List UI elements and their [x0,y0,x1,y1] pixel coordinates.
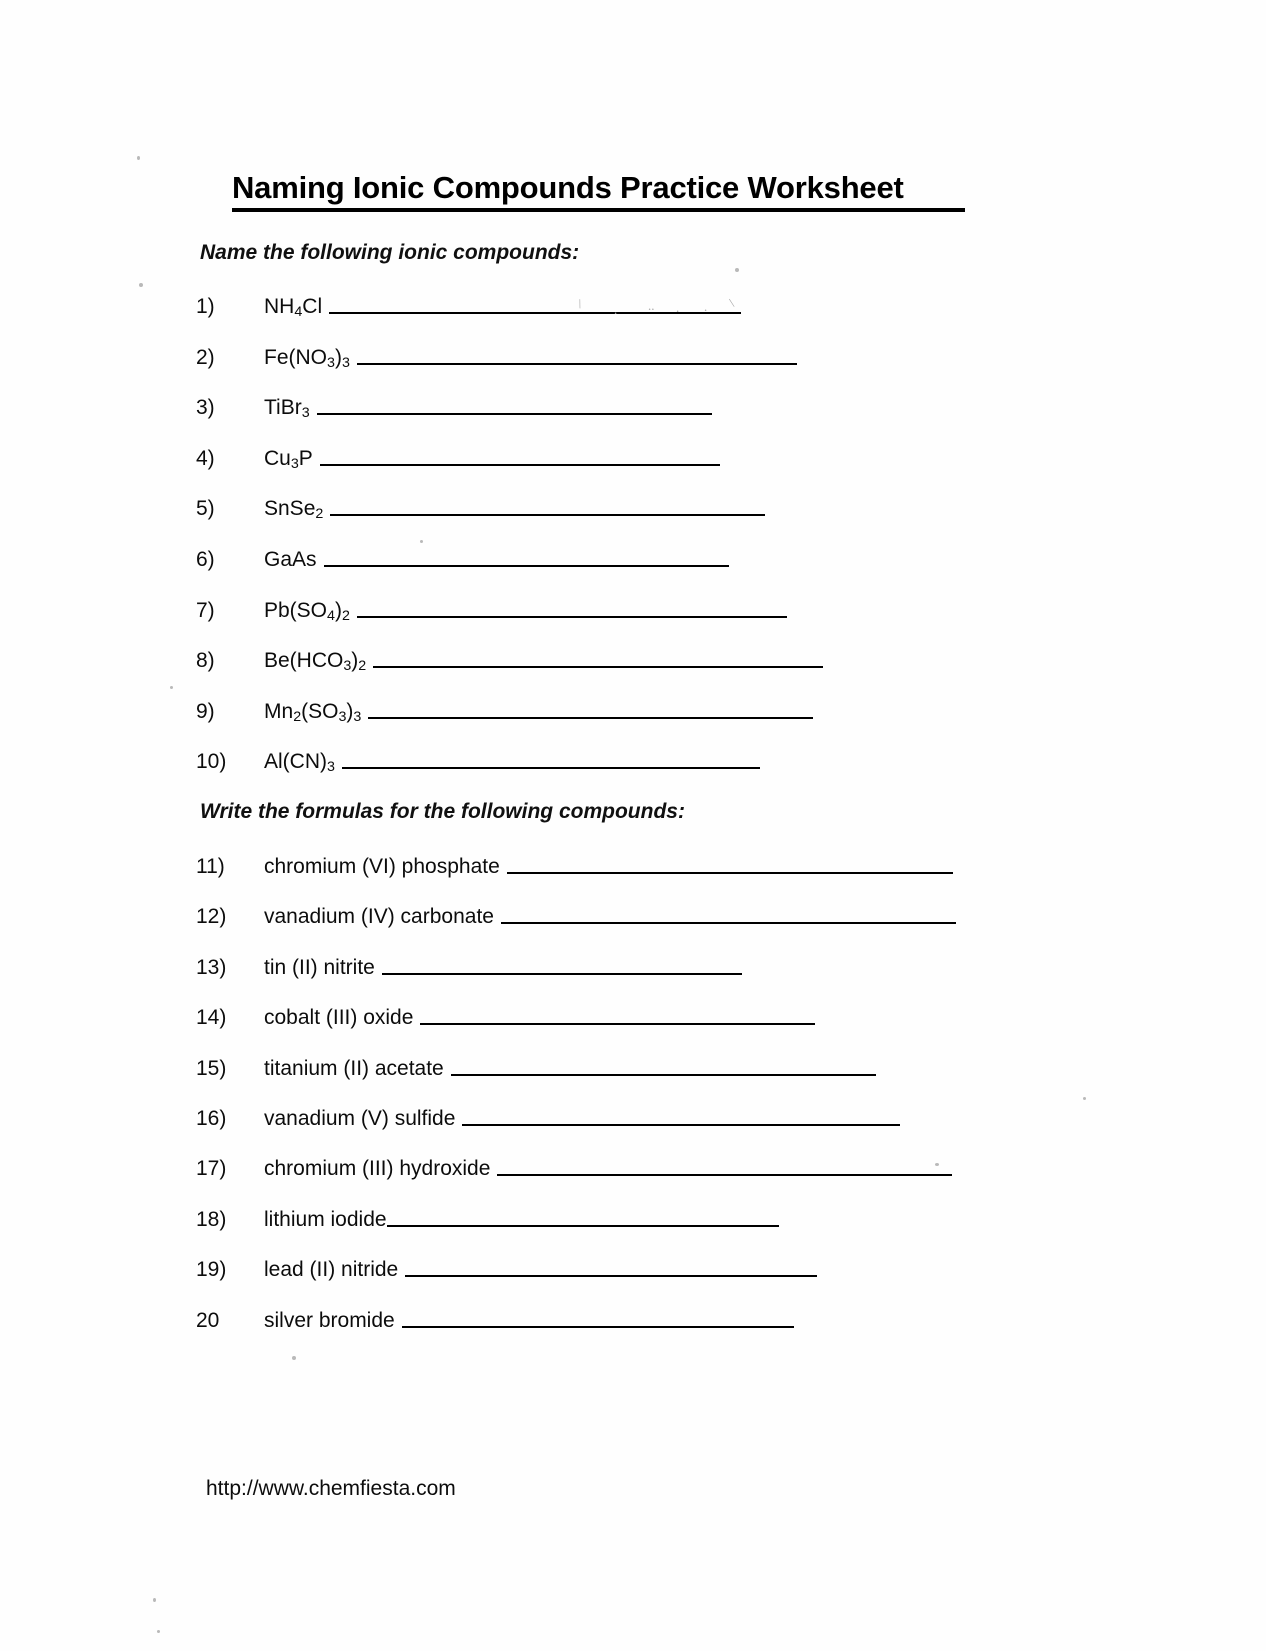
scan-speck [139,283,143,287]
scan-speck [137,156,140,160]
question-number: 13) [196,955,227,979]
scan-speck [157,1630,160,1633]
question-text: $Al(CN)_3$ [264,750,335,776]
section-heading-write-formulas: Write the formulas for the following compounds: [200,800,685,823]
question-number: 6) [196,548,215,571]
erased-pencil-mark: \ [575,295,585,312]
question-row [196,905,956,935]
question-text: titanium (II) acetate [264,1056,444,1080]
erased-pencil-mark: .. [648,298,655,313]
section-heading-name-compounds: Name the following ionic compounds: [200,241,580,264]
answer-blank-line[interactable] [342,753,760,769]
question-text: GaAs [264,548,317,571]
question-number: 11) [196,855,225,878]
question-row [196,599,787,629]
question-row [196,1258,817,1288]
answer-blank-line[interactable] [420,1009,815,1025]
question-text: $Mn_2(SO_3)_3$ [264,699,362,725]
question-number: 14) [196,1006,227,1030]
answer-blank-line[interactable] [382,959,742,975]
question-row [196,295,741,325]
answer-blank-line[interactable] [451,1060,876,1076]
question-text: SnSe$_2$ [264,497,324,523]
question-number: 20 [196,1308,220,1332]
question-number: 17) [196,1157,227,1181]
question-number: 8) [196,649,215,673]
answer-blank-line[interactable] [402,1312,794,1328]
scan-speck [420,540,423,543]
question-text: silver bromide [264,1308,395,1332]
question-text: $Fe(NO_3)_3$ [264,345,350,371]
answer-blank-line[interactable] [497,1160,952,1176]
question-row [196,855,953,885]
erased-pencil-mark: . [676,300,680,315]
question-row [196,700,813,730]
answer-blank-line[interactable] [357,349,797,365]
answer-blank-line[interactable] [330,500,765,516]
answer-blank-line[interactable] [317,399,712,415]
title-underline [232,208,965,212]
question-text: lithium iodide [264,1207,387,1231]
question-row [196,346,797,376]
question-text: cobalt (III) oxide [264,1006,414,1030]
question-number: 16) [196,1107,227,1130]
question-number: 1) [196,295,215,318]
question-text: tin (II) nitrite [264,955,375,979]
answer-blank-line[interactable] [507,858,953,874]
question-row [196,1107,900,1137]
erased-pencil-mark: \ [728,294,736,311]
question-number: 2) [196,345,215,369]
question-row [196,497,765,527]
question-row [196,548,729,578]
question-text: TiBr$_3$ [264,396,310,422]
answer-blank-line[interactable] [357,602,787,618]
question-number: 15) [196,1056,227,1080]
question-text: $Pb(SO_4)_2$ [264,598,350,624]
answer-blank-line[interactable] [324,551,729,567]
question-text: vanadium (V) sulfide [264,1107,456,1130]
question-text: $Be(HCO_3)_2$ [264,649,367,675]
footer-source-url: http://www.chemfiesta.com [206,1477,456,1500]
question-number: 5) [196,497,215,521]
answer-blank-line[interactable] [320,450,720,466]
question-row [196,396,712,426]
scan-speck [292,1356,296,1360]
question-row [196,1057,876,1087]
page-title-text: Naming Ionic Compounds Practice Worksheet [232,170,904,205]
answer-blank-line[interactable] [501,908,956,924]
scan-speck [153,1598,156,1602]
question-number: 10) [196,750,227,774]
question-row [196,956,742,986]
page-title [232,172,972,212]
question-row [196,1208,779,1238]
question-number: 18) [196,1207,227,1231]
question-text: lead (II) nitride [264,1258,399,1282]
question-row [196,649,823,679]
scan-speck [170,686,173,689]
answer-blank-line[interactable] [405,1261,817,1277]
erased-pencil-mark: . [614,302,618,317]
answer-blank-line[interactable] [462,1110,900,1126]
question-number: 7) [196,598,215,622]
answer-blank-line[interactable] [329,295,741,314]
answer-blank-line[interactable] [368,703,813,719]
question-text: vanadium (IV) carbonate [264,905,494,929]
question-text: $NH_4Cl$ [264,295,323,321]
question-text: chromium (VI) phosphate [264,855,500,878]
question-text: chromium (III) hydroxide [264,1157,491,1181]
question-number: 12) [196,905,227,929]
scan-speck [735,268,739,272]
answer-blank-line[interactable] [373,652,823,668]
question-row [196,750,760,780]
question-text: $Cu_3P$ [264,446,313,472]
question-row [196,1006,815,1036]
question-number: 3) [196,396,215,420]
question-number: 19) [196,1258,227,1282]
scan-speck [1083,1097,1086,1100]
question-row [196,1157,952,1187]
question-number: 9) [196,699,215,723]
question-row [196,1309,794,1339]
erased-pencil-mark: . [704,299,708,314]
question-number: 4) [196,446,215,470]
question-row [196,447,720,477]
answer-blank-line[interactable] [387,1211,779,1227]
